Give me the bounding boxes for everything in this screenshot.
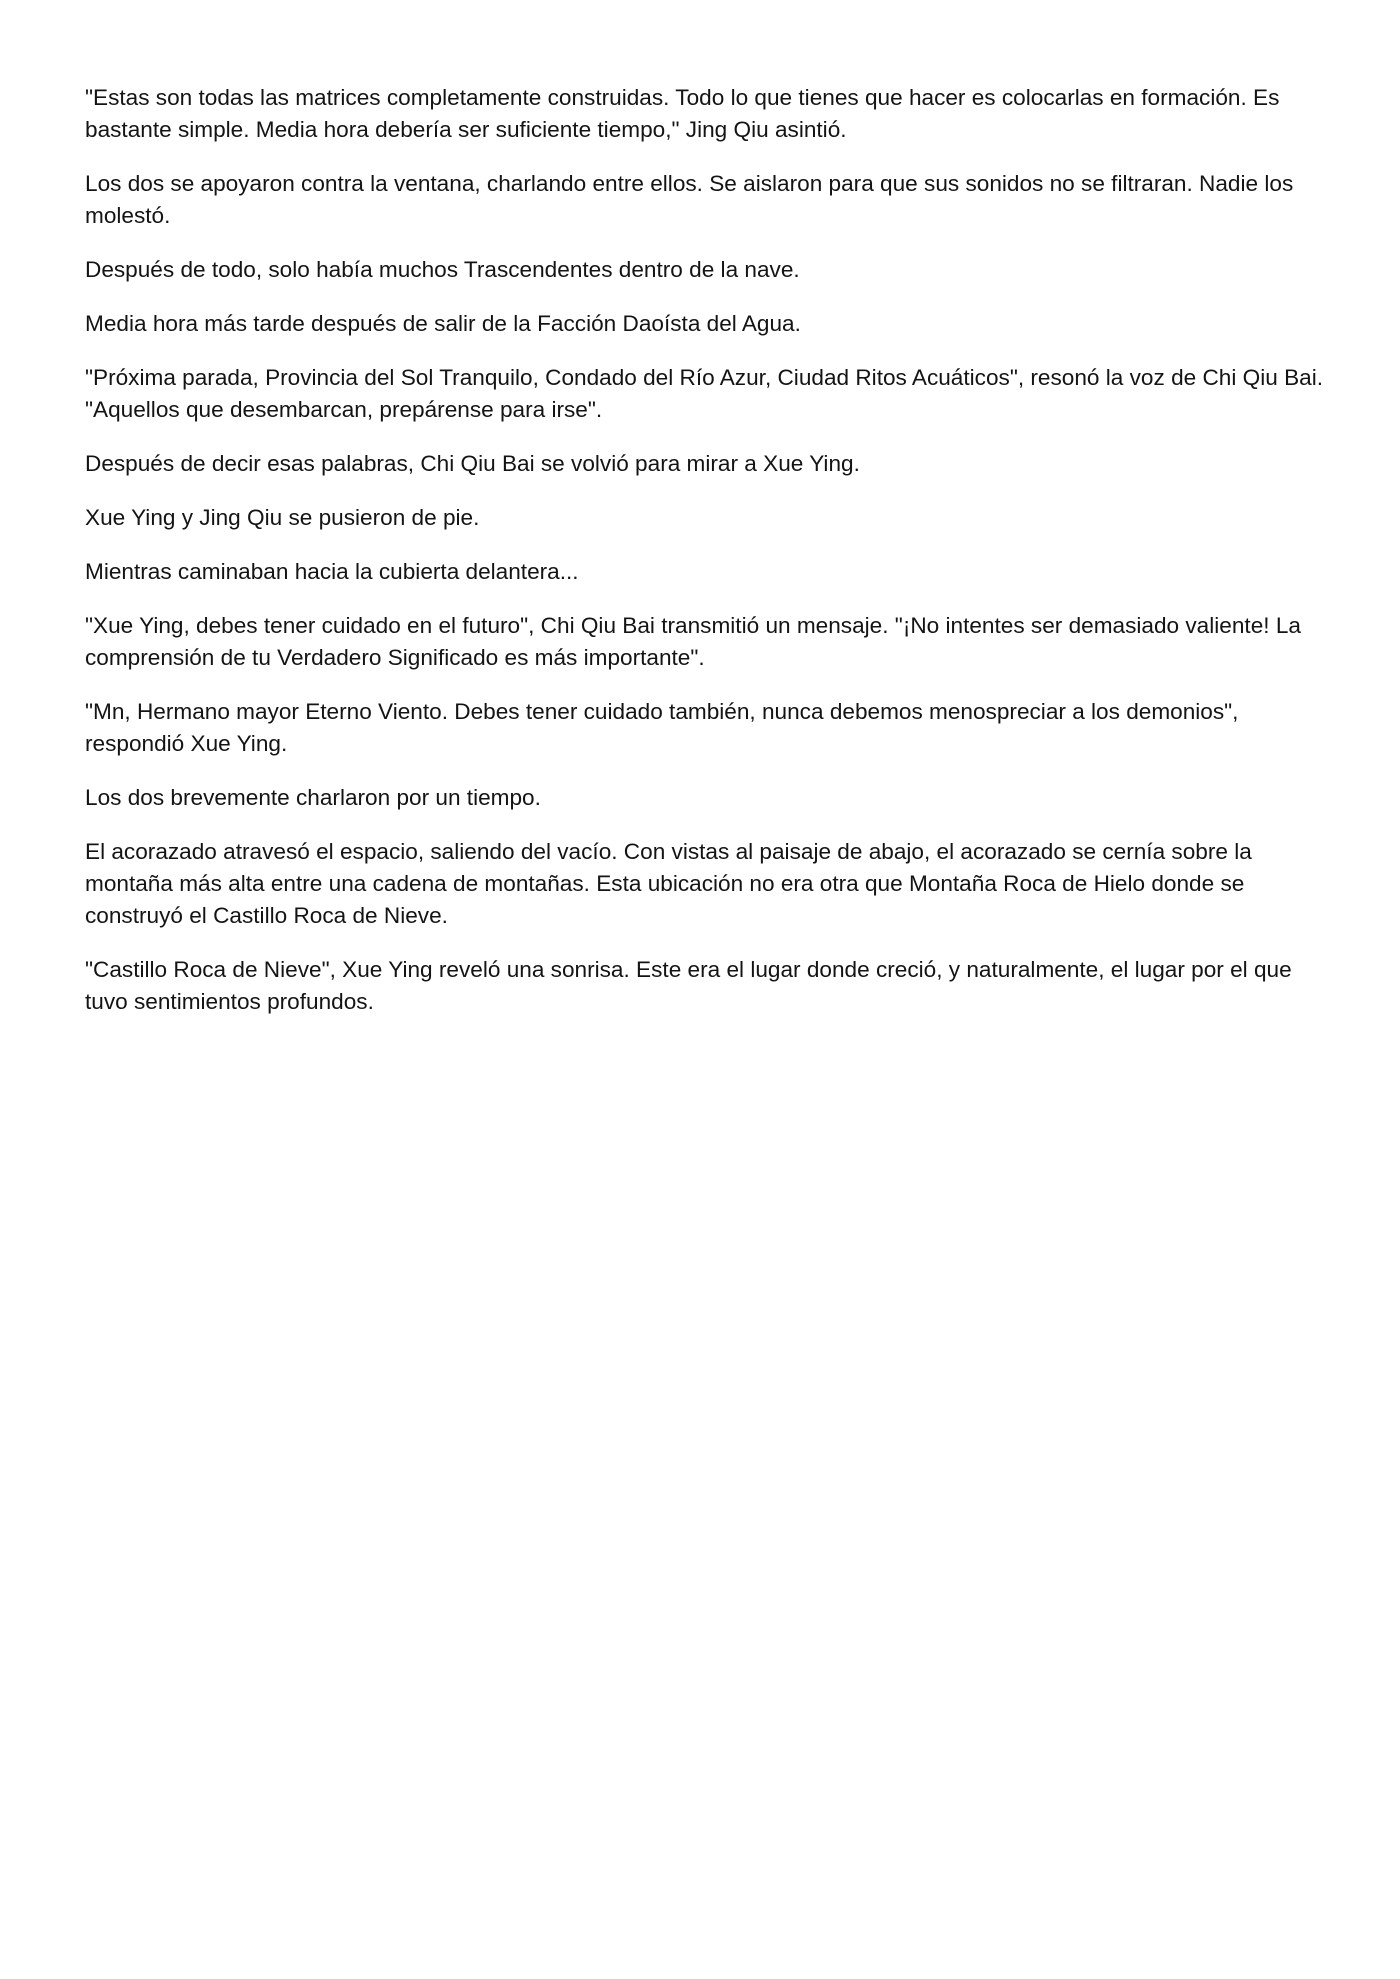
paragraph-2: Los dos se apoyaron contra la ventana, charlando entre ellos. Se aislaron para que sus sonidos no se filtraran. Nadie los molestó. [85,171,1294,228]
paragraph-10: "Mn, Hermano mayor Eterno Viento. Debes tener cuidado también, nunca debemos menospreciar a los demonios", respondió Xue Ying. [85,699,1239,756]
paragraph-5: "Próxima parada, Provincia del Sol Tranquilo, Condado del Río Azur, Ciudad Ritos Acuáticos", resonó la voz de Chi Qiu Bai. "Aquellos que desembarcan, prepárense para irse". [85,365,1324,422]
document-page [85,82,1335,1040]
paragraph-8: Mientras caminaban hacia la cubierta delantera... [85,559,579,584]
paragraph-11: Los dos brevemente charlaron por un tiempo. [85,785,541,810]
paragraph-12: El acorazado atravesó el espacio, saliendo del vacío. Con vistas al paisaje de abajo, el acorazado se cernía sobre la montaña más alta entre una cadena de montañas. Esta ubicación no era otra que Montaña Roca de Hielo donde se construyó el Castillo Roca de Nieve. [85,839,1252,928]
paragraph-9: "Xue Ying, debes tener cuidado en el futuro", Chi Qiu Bai transmitió un mensaje. "¡No intentes ser demasiado valiente! La comprensión de tu Verdadero Significado es más importante". [85,613,1301,670]
paragraph-1: "Estas son todas las matrices completamente construidas. Todo lo que tienes que hacer es colocarlas en formación. Es bastante simple. Media hora debería ser suficiente tiempo," Jing Qiu asintió. [85,85,1280,142]
paragraph-7: Xue Ying y Jing Qiu se pusieron de pie. [85,505,480,530]
paragraph-13: "Castillo Roca de Nieve", Xue Ying reveló una sonrisa. Este era el lugar donde creció, y naturalmente, el lugar por el que tuvo sentimientos profundos. [85,957,1292,1014]
paragraph-3: Después de todo, solo había muchos Trascendentes dentro de la nave. [85,257,800,282]
paragraph-4: Media hora más tarde después de salir de la Facción Daoísta del Agua. [85,311,801,336]
paragraph-6: Después de decir esas palabras, Chi Qiu Bai se volvió para mirar a Xue Ying. [85,451,860,476]
